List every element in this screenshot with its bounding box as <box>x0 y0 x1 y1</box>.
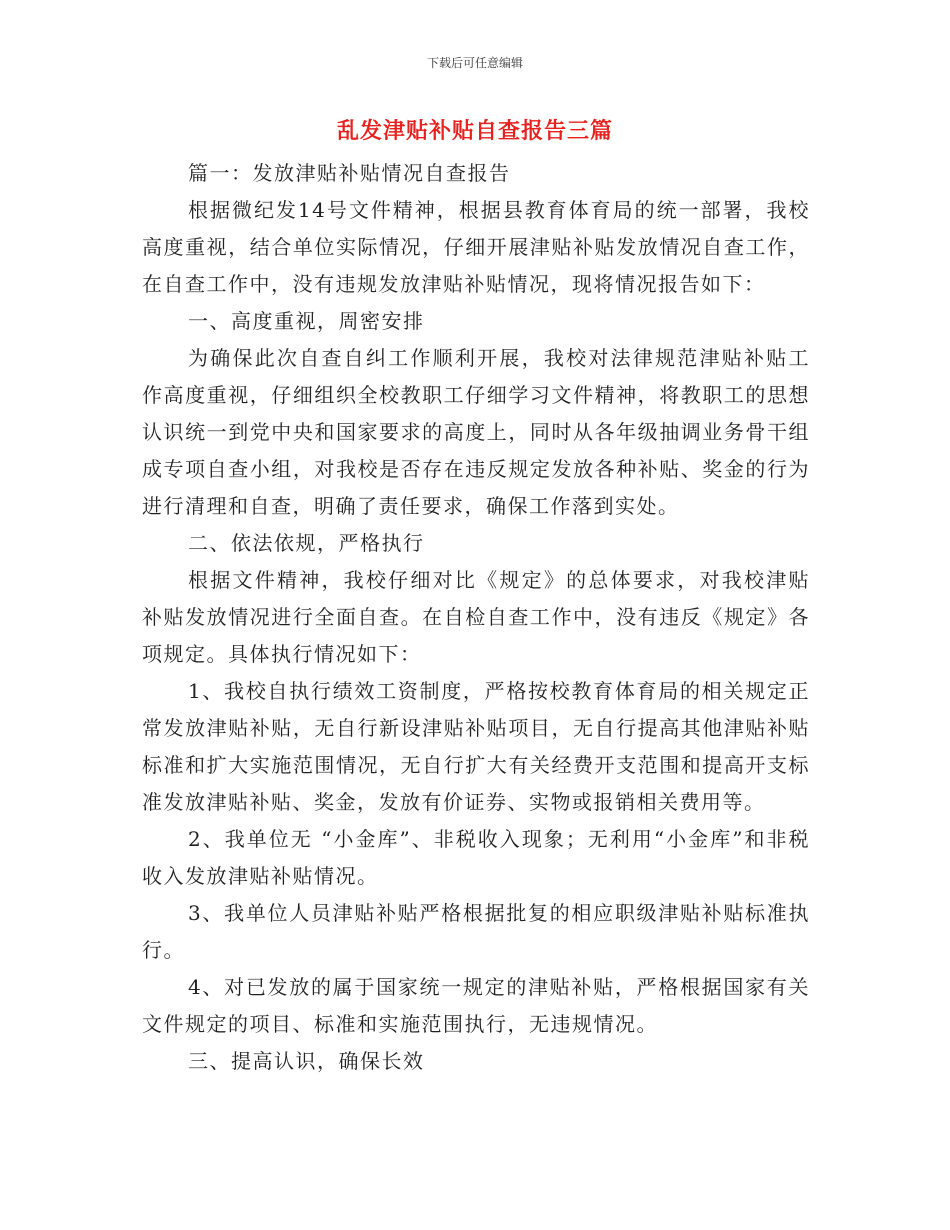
list-item-4: 4、对已发放的属于国家统一规定的津贴补贴，严格根据国家有关文件规定的项目、标准和实施范围执行，无违规情况。 <box>142 975 810 1036</box>
document-title: 乱发津贴补贴自查报告三篇 <box>336 119 613 144</box>
list-item-3: 3、我单位人员津贴补贴严格根据批复的相应职级津贴补贴标准执行。 <box>142 901 810 962</box>
paragraph-intro: 根据微纪发14号文件精神，根据县教育体育局的统一部署，我校高度重视，结合单位实际情况，仔细开展津贴补贴发放情况自查工作，在自查工作中，没有违规发放津贴补贴情况，现将情况报告如下： <box>142 198 810 296</box>
list-item-1: 1、我校自执行绩效工资制度，严格按校教育体育局的相关规定正常发放津贴补贴，无自行新设津贴补贴项目，无自行提高其他津贴补贴标准和扩大实施范围情况，无自行扩大有关经费开支范围和提高开支标准发放津贴补贴、奖金，发放有价证券、实物或报销相关费用等。 <box>142 679 810 814</box>
paragraph-section-1: 为确保此次自查自纠工作顺利开展，我校对法律规范津贴补贴工作高度重视，仔细组织全校教职工仔细学习文件精神，将教职工的思想认识统一到党中央和国家要求的高度上，同时从各年级抽调业务骨干组成专项自查小组，对我校是否存在违反规定发放各种补贴、奖金的行为进行清理和自查，明确了责任要求，确保工作落到实处。 <box>142 346 810 518</box>
paragraph-section-2: 根据文件精神，我校仔细对比《规定》的总体要求，对我校津贴补贴发放情况进行全面自查。在自检自查工作中，没有违反《规定》各项规定。具体执行情况如下： <box>142 568 810 666</box>
list-item-2: 2、我单位无 “小金库”、非税收入现象；无利用“小金库”和非税收入发放津贴补贴情况。 <box>142 827 810 888</box>
document-body <box>142 155 810 1080</box>
section-heading-3: 三、提高认识，确保长效 <box>188 1049 425 1073</box>
section-heading-part-one: 篇一：发放津贴补贴情况自查报告 <box>188 161 511 185</box>
header-note: 下载后可任意编辑 <box>426 56 523 70</box>
section-heading-1: 一、高度重视，周密安排 <box>188 309 425 333</box>
section-heading-2: 二、依法依规，严格执行 <box>188 531 425 555</box>
